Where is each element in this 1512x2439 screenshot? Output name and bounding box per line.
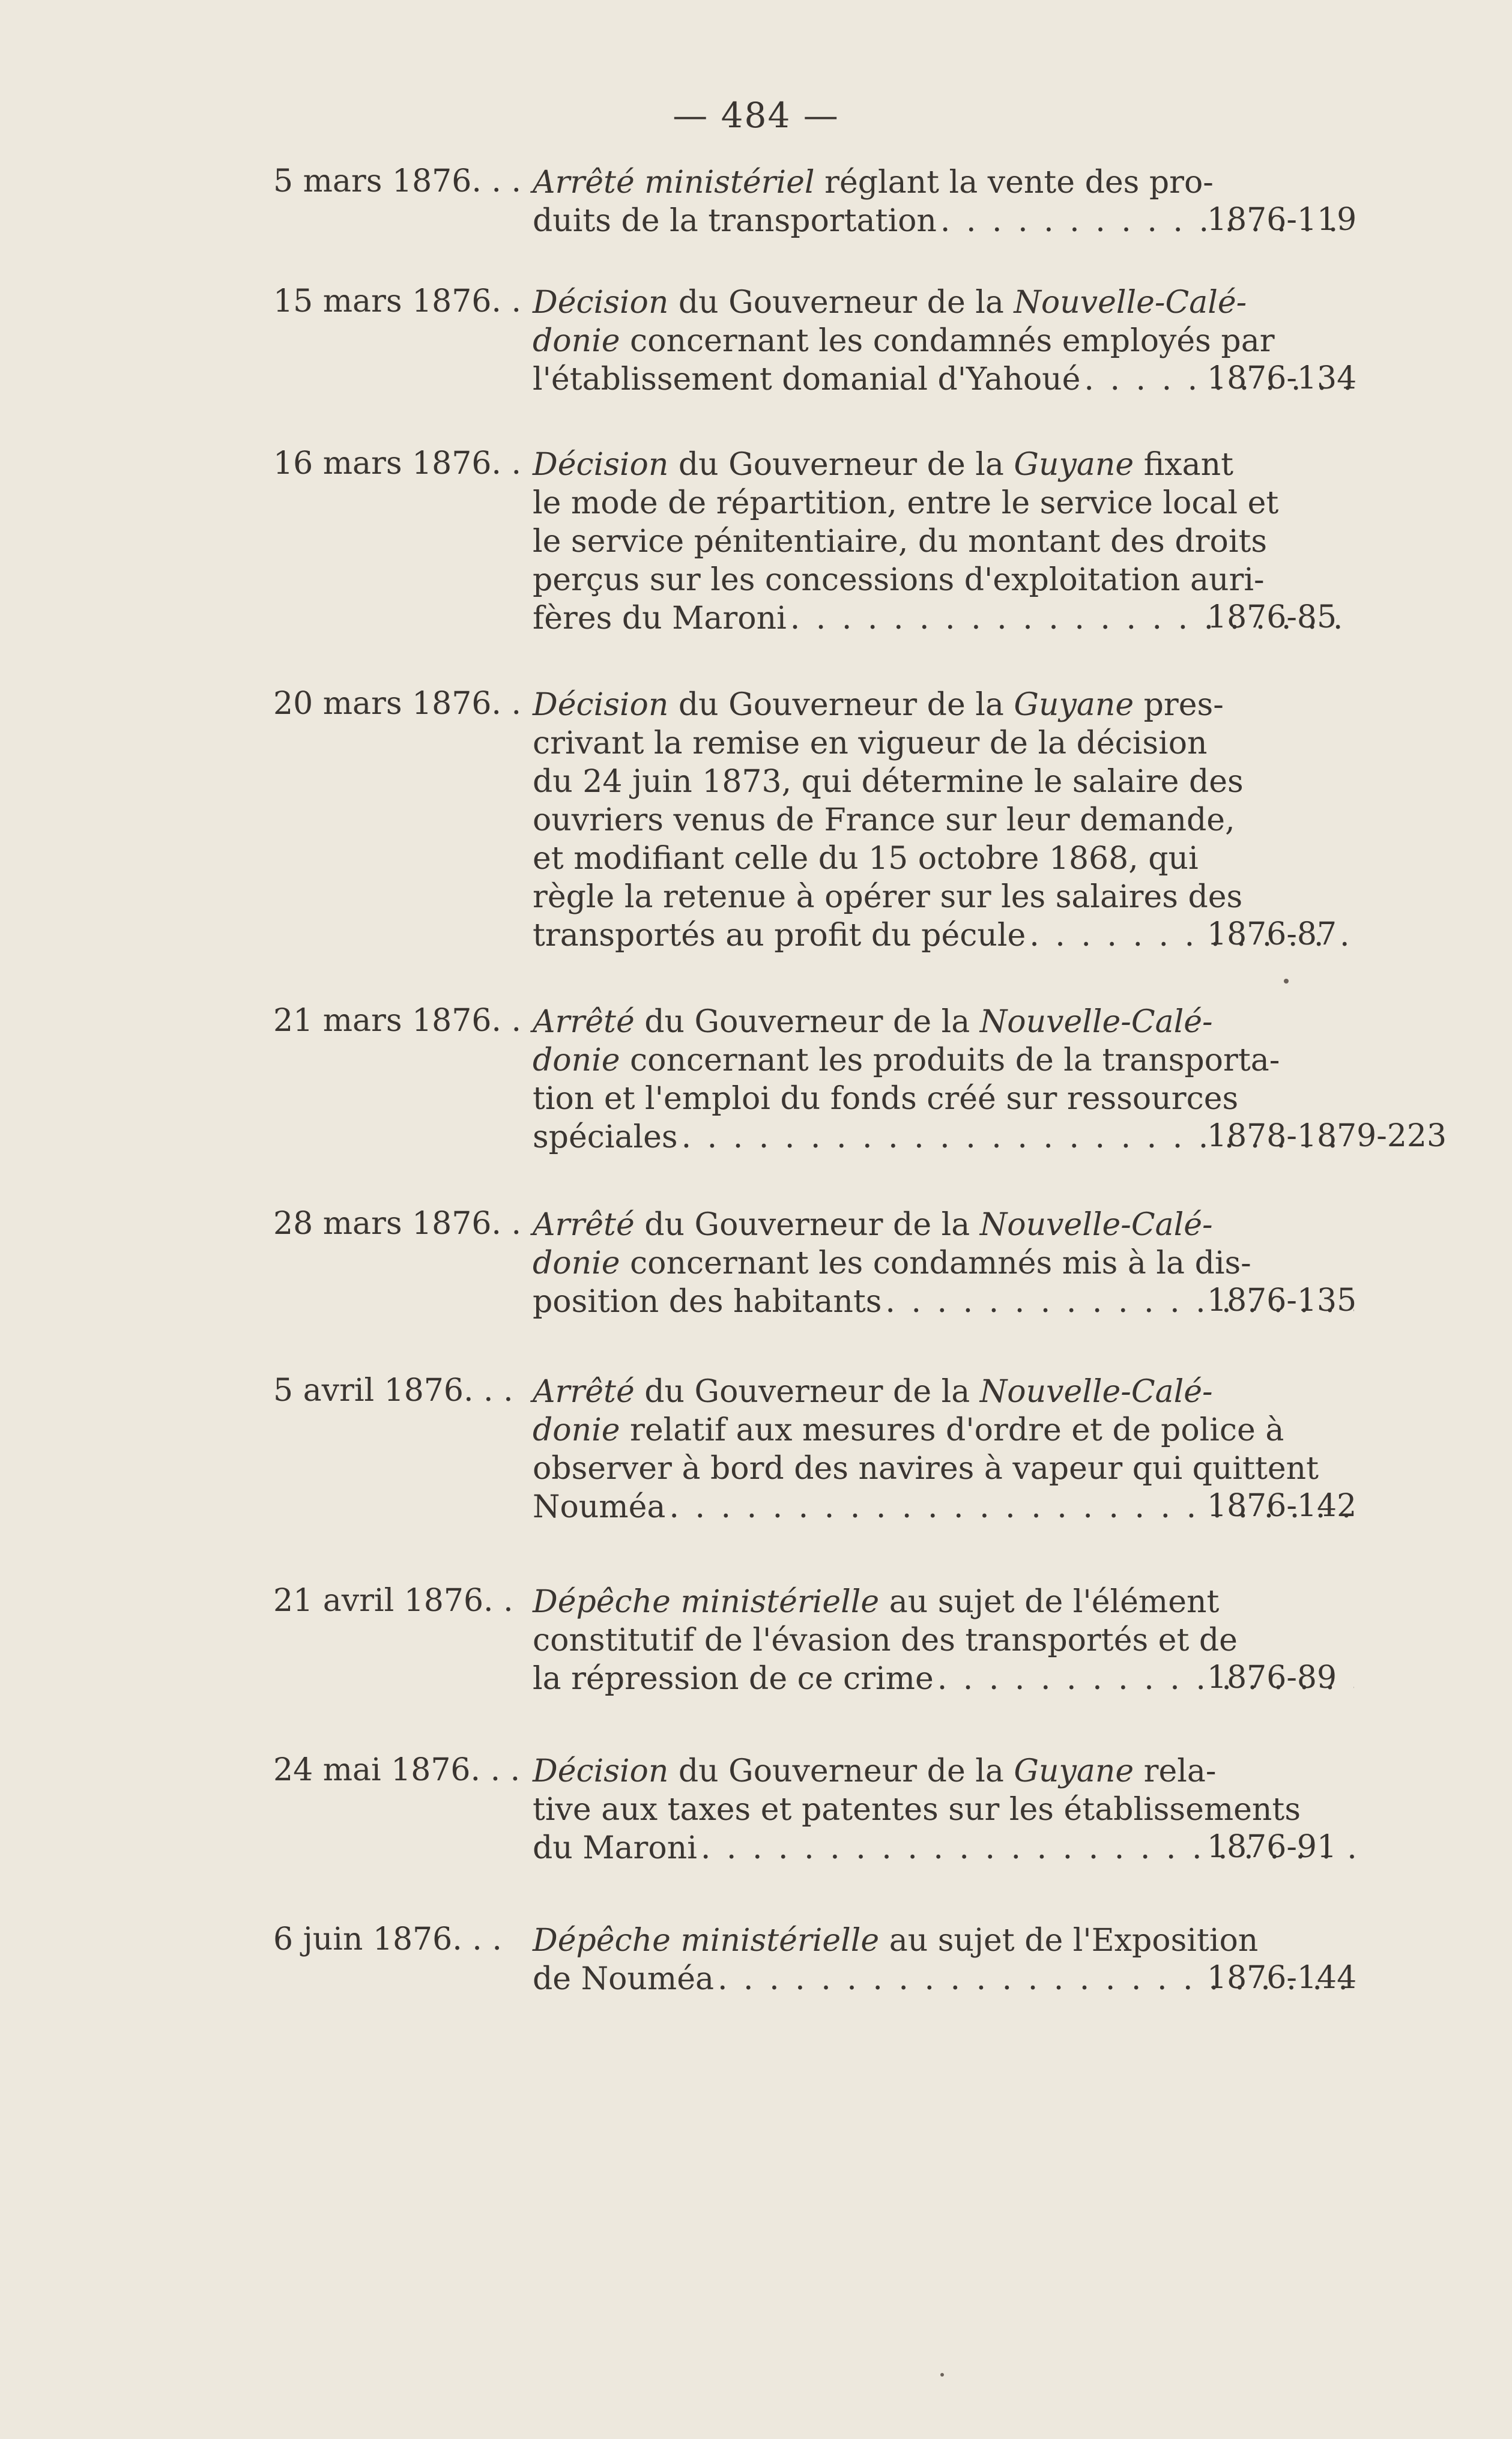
paper-speck: [1284, 979, 1289, 984]
entry-line: du Gouverneur de la: [678, 285, 1004, 321]
entry-date: 20 mars 1876. .: [273, 686, 522, 722]
entry-last-line: Nouméa: [533, 1489, 666, 1525]
act-type: Dépêche ministérielle: [533, 1584, 880, 1620]
entry-line: au sujet de l'Exposition: [889, 1923, 1259, 1959]
entry-last-line: l'établissement domanial d'Yahoué: [533, 361, 1081, 397]
entry-last-line: fères du Maroni: [533, 600, 787, 636]
entry-line: rela-: [1143, 1753, 1217, 1789]
page-number: — 484 —: [673, 95, 839, 136]
entry-line: du Gouverneur de la: [644, 1374, 970, 1410]
colony-name: Guyane: [1014, 1753, 1134, 1789]
act-type: Décision: [533, 687, 669, 723]
entry-line: observer à bord des navires à vapeur qui quittent: [533, 1451, 1319, 1487]
entry-line: du Gouverneur de la: [678, 687, 1004, 723]
reference: 1876-91: [1207, 1829, 1337, 1865]
act-type: Dépêche ministérielle: [533, 1923, 880, 1959]
entry-line: le mode de répartition, entre le service local et: [533, 485, 1279, 521]
entry-last-line: transportés au profit du pécule: [533, 917, 1026, 954]
entry-last-line: position des habitants: [533, 1284, 882, 1320]
entry-line: ouvriers venus de France sur leur demande,: [533, 802, 1235, 838]
entry-date: 21 mars 1876. .: [273, 1003, 522, 1039]
entry-line: pres-: [1143, 687, 1224, 723]
entry-line: concernant les condamnés mis à la dis-: [630, 1245, 1251, 1281]
entry-line: du 24 juin 1873, qui détermine le salaire des: [533, 764, 1244, 800]
act-type: Arrêté: [533, 1207, 635, 1243]
colony-name: Nouvelle-Calé-: [979, 1004, 1213, 1040]
act-type: Décision: [533, 285, 669, 321]
act-type: Arrêté: [533, 1374, 635, 1410]
entry-last-line: duits de la transportation: [533, 203, 937, 239]
entry-last-line: la répression de ce crime: [533, 1661, 934, 1697]
entry-line: règle la retenue à opérer sur les salaires des: [533, 879, 1243, 915]
reference: 1876-87: [1207, 916, 1337, 952]
act-type: Arrêté: [533, 1004, 635, 1040]
reference: 1876-144: [1207, 1960, 1357, 1996]
colony-name-cont: donie: [533, 1042, 620, 1078]
entry-line: concernant les condamnés employés par: [630, 323, 1275, 359]
act-type: Arrêté ministériel: [533, 165, 815, 201]
entry-line: relatif aux mesures d'ordre et de police à: [630, 1412, 1284, 1448]
entry-date: 5 mars 1876. . .: [273, 163, 521, 199]
colony-name: Guyane: [1014, 687, 1134, 723]
entry-date: 6 juin 1876. . .: [273, 1921, 502, 1957]
entry-line: fixant: [1143, 447, 1234, 483]
entry-date: 16 mars 1876. .: [273, 446, 522, 482]
entry-date: 28 mars 1876. .: [273, 1206, 522, 1242]
entry-text: [533, 686, 1360, 955]
reference: 1876-134: [1207, 360, 1357, 396]
entry-date: 24 mai 1876. . .: [273, 1752, 521, 1788]
entry-last-line: du Maroni: [533, 1830, 697, 1866]
reference: 1876-119: [1207, 202, 1357, 238]
colony-name: Guyane: [1014, 447, 1134, 483]
colony-name: Nouvelle-Calé-: [1014, 285, 1247, 321]
colony-name-cont: donie: [533, 1245, 620, 1281]
paper-speck: [940, 2373, 944, 2377]
entry-line: du Gouverneur de la: [678, 447, 1004, 483]
reference: 1876-142: [1207, 1488, 1357, 1524]
entry-line: du Gouverneur de la: [644, 1207, 970, 1243]
entry-last-line: spéciales: [533, 1119, 678, 1155]
reference: 1876-85: [1207, 599, 1337, 635]
act-type: Décision: [533, 447, 669, 483]
reference: 1876-135: [1207, 1283, 1357, 1319]
entry-line: crivant la remise en vigueur de la décision: [533, 725, 1208, 761]
entry-line: tive aux taxes et patentes sur les établissements: [533, 1792, 1301, 1828]
entry-line: concernant les produits de la transporta-: [630, 1042, 1280, 1078]
entry-line: du Gouverneur de la: [644, 1004, 970, 1040]
entry-date: 5 avril 1876. . .: [273, 1373, 513, 1409]
entry-line: au sujet de l'élément: [889, 1584, 1220, 1620]
entry-line: et modifiant celle du 15 octobre 1868, qui: [533, 841, 1199, 877]
entry-line: du Gouverneur de la: [678, 1753, 1004, 1789]
colony-name-cont: donie: [533, 1412, 620, 1448]
colony-name: Nouvelle-Calé-: [979, 1374, 1213, 1410]
entry-line: réglant la vente des pro-: [824, 165, 1214, 201]
entry-line: constitutif de l'évasion des transportés et de: [533, 1622, 1238, 1658]
reference: 1876-89: [1207, 1660, 1337, 1696]
reference: 1878-1879-223: [1207, 1118, 1447, 1154]
entry-line: tion et l'emploi du fonds créé sur ressources: [533, 1081, 1239, 1117]
act-type: Décision: [533, 1753, 669, 1789]
entry-last-line: de Nouméa: [533, 1961, 714, 1997]
entry-date: 21 avril 1876. .: [273, 1583, 513, 1619]
entry-date: 15 mars 1876. .: [273, 283, 522, 319]
colony-name-cont: donie: [533, 323, 620, 359]
entry-line: perçus sur les concessions d'exploitation auri-: [533, 562, 1265, 598]
entry-line: le service pénitentiaire, du montant des droits: [533, 524, 1268, 560]
colony-name: Nouvelle-Calé-: [979, 1207, 1213, 1243]
